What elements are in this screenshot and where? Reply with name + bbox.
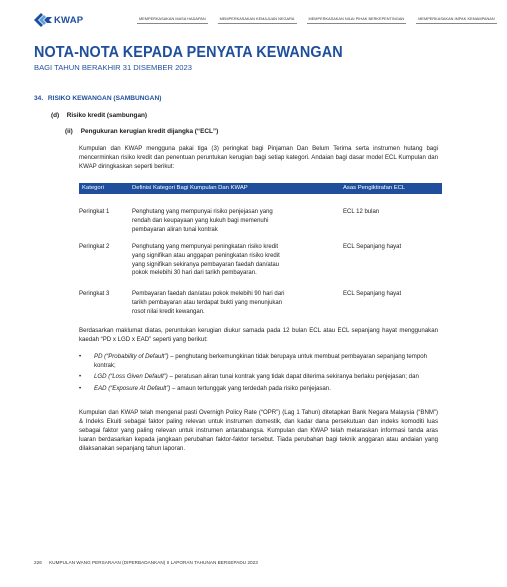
page-number: 226 [34,560,42,565]
section-number: 34. [34,95,44,102]
kwap-logo-icon [34,13,52,27]
row-basis: ECL 12 bulan [343,209,380,215]
row-basis: ECL Sepanjang hayat [343,244,402,250]
page-subtitle: BAGI TAHUN BERAKHIR 31 DISEMBER 2023 [34,63,192,72]
header-definisi: Definisi Kategori Bagi Kumpulan Dan KWAP [132,185,248,192]
logo-text: KWAP [54,14,84,26]
kwap-logo [34,13,83,27]
row-definition: Penghutang yang mempunyai risiko penjejasan yang rendah dan keupayaan yang kukuh bagi memenuhi pembayaran aliran tunai kontrak [132,209,273,233]
row-category: Peringkat 2 [79,244,110,250]
row-category: Peringkat 1 [79,209,110,215]
row-definition: Penghutang yang mempunyai peningkatan risiko kredit yang signifikan atau anggapan peningkatan risiko kredit yang signifikan sekiranya pembayaran faedah dan/atau pokok melebihi 30 hari dari tarikh pembayaran. [132,244,280,277]
paragraph-factors: Kumpulan dan KWAP telah mengenal pasti Overnigh Policy Rate (“OPR”) (Lag 1 Tahun) ditetapkan Bank Negara Malaysia (“BNM”) & Indeks Ekuiti sebagai faktor paling relevan untuk instrumen domestik, dan kadar dana persekutuan dan indeks komoditi luas sebagai faktor yang paling relevan untuk instrumen antarabangsa. Kumpulan dan KWAP telah melaraskan informasi tanda aras luaran berdasarkan kepada jangkaan perubahan faktor-faktor tersebut. Tiada perubahan bagi teknik anggaran atau andaian yang dilaksanakan sepanjang tahun laporan. [79,409,438,452]
bullet-list [79,353,439,396]
header-kategori: Kategori [82,185,104,192]
page-title: NOTA-NOTA KEPADA PENYATA KEWANGAN [34,44,343,61]
paragraph-intro: Kumpulan dan KWAP mengguna pakai tiga (3) peringkat bagi Pinjaman Dan Belum Terima serta instrumen hutang bagi mencerminkan risiko kredit dan penentuan peruntukan kerugian bagi setiap kategori. Andaian bagi dasar model ECL Kumpulan dan KWAP diringkaskan seperti berikut: [79,145,438,170]
bullet-text: – peratusan aliran tunai kontrak yang tidak dapat diterima sekiranya berlaku penjejasan; dan [167,373,419,381]
bullet-term: PD (“Probability of Default”) [94,353,169,360]
footer-text: KUMPULAN WANG PERSARAAN (DIPERBADANKAN) II LAPORAN TAHUNAN BERSEPADU 2023 [49,560,258,565]
nav-item-nilai-pihak[interactable]: MEMPERKASAKAN NILAI PIHAK BERKEPENTINGAN [307,17,407,24]
bullet-dot: • [79,384,82,392]
section-number: (d) [51,112,60,119]
section-title: RISIKO KEWANGAN (SAMBUNGAN) [47,95,162,102]
list-item [79,373,439,382]
bullet-dot: • [79,353,82,360]
bullet-text: – amaun tertunggak yang terdedah pada risiko penjejasan. [170,384,331,392]
bullet-term: LGD (“Loss Given Default”) [94,373,168,381]
list-item [79,353,439,371]
header-asas: Asas Pengiktirafan ECL [343,185,406,192]
section-number: (ii) [65,128,73,135]
nav-item-masa-hadapan[interactable]: MEMPERKASAKAN MASA HADAPAN [137,17,208,24]
page-footer [34,560,258,565]
top-navigation [137,17,507,24]
paragraph-method: Berdasarkan maklumat diatas, peruntukan kerugian diukur samada pada 12 bulan ECL atau ECL sepanjang hayat menggunakan kaedah “PD x LGD x EAD” seperti yang berikut: [79,327,438,343]
bullet-dot: • [79,373,82,381]
section-d-heading [51,112,147,119]
nav-item-kemajuan-negara[interactable]: MEMPERKASAKAN KEMAJUAN NEGARA [218,17,297,24]
section-34-heading [34,95,161,102]
row-category: Peringkat 3 [79,291,110,297]
row-definition: Pembayaran faedah dan/atau pokok melebihi 90 hari dari tarikh pembayaran atau terdapat bukti yang menunjukan rosot nilai kredit kewangan. [132,291,285,315]
row-basis: ECL Sepanjang hayat [343,291,402,297]
ecl-table-header [79,183,442,194]
nav-item-impak-kemampanan[interactable]: MEMPERKASAKAN IMPAK KEMAMPANAN [416,17,496,24]
section-title: Risiko kredit (sambungan) [66,112,148,119]
bullet-term: EAD (“Exposure At Default”) [94,384,171,392]
list-item [79,385,439,394]
bullet-text: – penghutang berkemungkinan tidak berupaya untuk membuat pembayaran sepanjang tempoh kontrak; [94,353,428,369]
section-ii-heading [65,128,218,135]
section-title: Pengukuran kerugian kredit dijangka (“ECL”) [80,128,219,135]
